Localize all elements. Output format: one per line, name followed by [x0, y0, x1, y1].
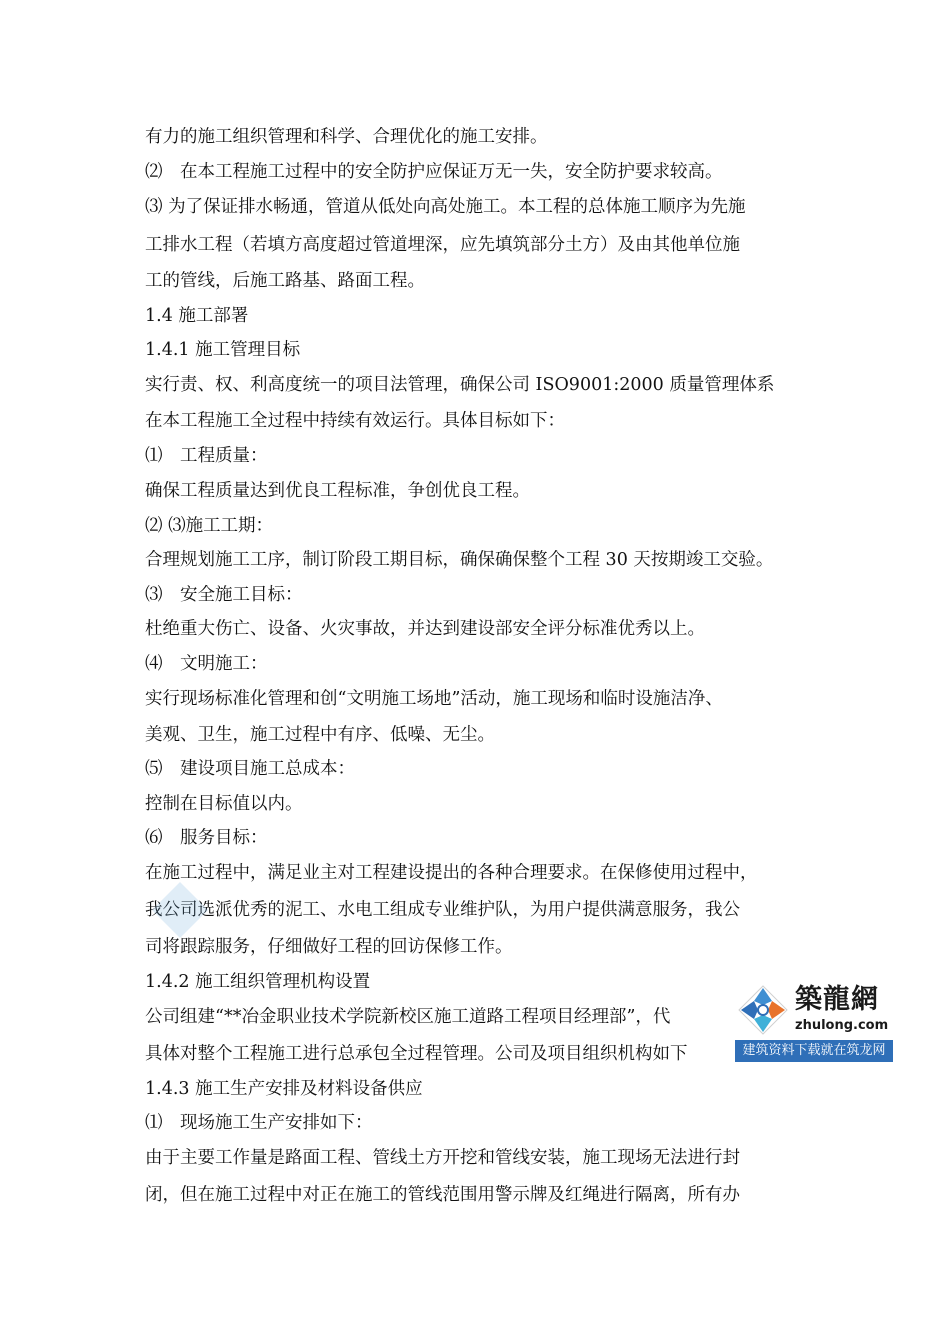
- text-line: 工的管线，后施工路基、路面工程。: [145, 271, 425, 291]
- list-item: ⑷ 文明施工：: [145, 654, 268, 674]
- text-line: 有力的施工组织管理和科学、合理优化的施工安排。: [145, 127, 548, 147]
- logo-header: [735, 980, 893, 1040]
- text-line: 在施工过程中，满足业主对工程建设提出的各种合理要求。在保修使用过程中，: [145, 863, 758, 883]
- text-line: 实行责、权、利高度统一的项目法管理，确保公司 ISO9001:2000 质量管理体系: [145, 375, 775, 395]
- text-line: 司将跟踪服务，仔细做好工程的回访保修工作。: [145, 937, 513, 957]
- text-line: 我公司选派优秀的泥工、水电工组成专业维护队，为用户提供满意服务，我公: [145, 900, 740, 920]
- subsection-heading: 1.4.3 施工生产安排及材料设备供应: [145, 1079, 423, 1099]
- text-line: 杜绝重大伤亡、设备、火灾事故，并达到建设部安全评分标准优秀以上。: [145, 619, 705, 639]
- section-heading: 1.4 施工部署: [145, 306, 249, 326]
- text-line: 公司组建“**冶金职业技术学院新校区施工道路工程项目经理部”，代: [145, 1007, 671, 1027]
- text-line: ⑶ 为了保证排水畅通，管道从低处向高处施工。本工程的总体施工顺序为先施: [145, 197, 746, 217]
- zhulong-logo: [735, 980, 893, 1062]
- text-line: 由于主要工作量是路面工程、管线土方开挖和管线安装，施工现场无法进行封: [145, 1148, 740, 1168]
- text-line: 美观、卫生，施工过程中有序、低噪、无尘。: [145, 725, 495, 745]
- list-item: ⑸ 建设项目施工总成本：: [145, 759, 355, 779]
- text-line: 工排水工程（若填方高度超过管道埋深，应先填筑部分土方）及由其他单位施: [145, 235, 740, 255]
- text-line: 在本工程施工全过程中持续有效运行。具体目标如下：: [145, 411, 565, 431]
- faint-watermark-icon: [150, 880, 210, 940]
- list-item: ⑹ 服务目标：: [145, 828, 268, 848]
- text-line: 实行现场标准化管理和创“文明施工场地”活动，施工现场和临时设施洁净、: [145, 689, 723, 709]
- text-line: 具体对整个工程施工进行总承包全过程管理。公司及项目组织机构如下: [145, 1044, 688, 1064]
- list-item: ⑵ ⑶施工工期：: [145, 516, 274, 536]
- diamond-emblem-icon: [737, 984, 789, 1036]
- list-item: ⑴ 现场施工生产安排如下：: [145, 1113, 373, 1133]
- logo-name: 築龍網: [795, 984, 879, 1015]
- text-line: 控制在目标值以内。: [145, 794, 303, 814]
- logo-slogan-banner: 建筑资料下载就在筑龙网: [735, 1040, 893, 1062]
- subsection-heading: 1.4.1 施工管理目标: [145, 340, 301, 360]
- text-line: 确保工程质量达到优良工程标准，争创优良工程。: [145, 481, 530, 501]
- text-line: 闭，但在施工过程中对正在施工的管线范围用警示牌及红绳进行隔离，所有办: [145, 1185, 740, 1205]
- logo-domain: zhulong.com: [795, 1018, 889, 1033]
- list-item: ⑴ 工程质量：: [145, 446, 268, 466]
- text-line: ⑵ 在本工程施工过程中的安全防护应保证万无一失，安全防护要求较高。: [145, 162, 723, 182]
- subsection-heading: 1.4.2 施工组织管理机构设置: [145, 972, 371, 992]
- text-line: 合理规划施工工序，制订阶段工期目标，确保确保整个工程 30 天按期竣工交验。: [145, 550, 774, 570]
- list-item: ⑶ 安全施工目标：: [145, 585, 303, 605]
